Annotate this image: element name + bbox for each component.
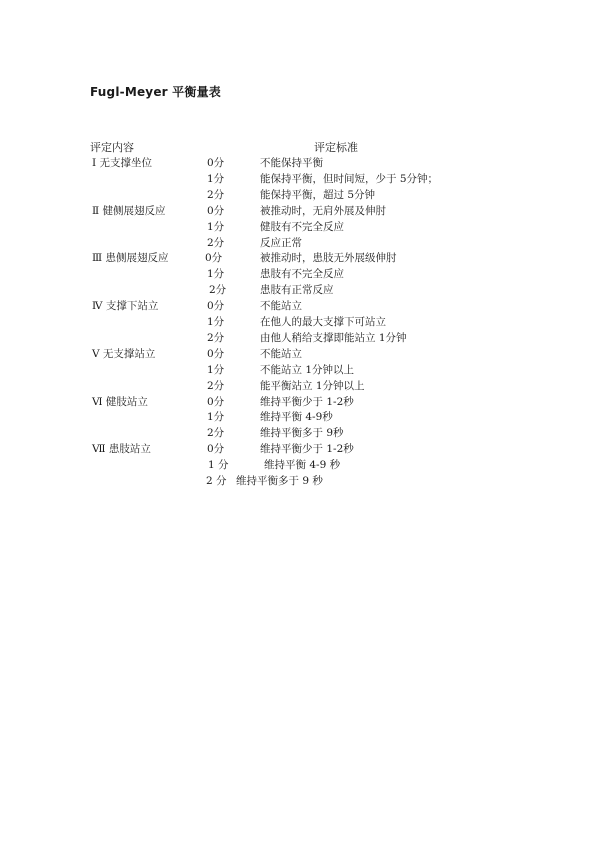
score-value: 1 分 (208, 459, 229, 472)
criteria-description: 维持平衡少于 1-2秒 (260, 395, 354, 408)
column-header-item: 评定内容 (90, 141, 134, 154)
score-value: 0分 (207, 443, 225, 456)
criteria-description: 反应正常 (260, 236, 302, 249)
score-value: 1分 (207, 316, 225, 328)
criteria-description: 不能站立 (260, 300, 302, 313)
score-value: 1分 (207, 220, 225, 233)
criteria-description: 不能保持平衡 (260, 157, 323, 169)
assessment-item: Ⅶ 患肢站立 (92, 443, 151, 456)
assessment-item: Ⅳ 支撑下站立 (92, 300, 159, 313)
criteria-description: 患肢有不完全反应 (260, 268, 344, 281)
criteria-description: 健肢有不完全反应 (260, 220, 344, 233)
criteria-description: 患肢有正常反应 (260, 284, 334, 297)
score-value: 2分 (207, 236, 225, 249)
score-value: 2分 (207, 188, 225, 201)
criteria-description: 不能站立 (260, 347, 302, 360)
criteria-description: 维持平衡 4-9 秒 (264, 459, 341, 472)
document-title: Fugl-Meyer 平衡量表 (90, 85, 221, 99)
score-value: 1分 (207, 411, 225, 424)
criteria-description: 由他人稍给支撑即能站立 1分钟 (260, 331, 407, 344)
score-value: 2分 (207, 331, 225, 344)
score-value: 0分 (207, 395, 225, 408)
criteria-description: 被推动时，无肩外展及伸肘 (260, 204, 386, 217)
column-header-criteria: 评定标准 (314, 141, 358, 154)
score-value: 2分 (209, 284, 227, 297)
assessment-item: Ⅲ 患侧展翅反应 (92, 252, 169, 265)
score-value: 1分 (207, 363, 225, 376)
criteria-description: 维持平衡少于 1-2秒 (260, 443, 354, 456)
assessment-item: Ⅰ 无支撑坐位 (92, 157, 152, 169)
assessment-item: Ⅱ 健侧展翅反应 (92, 204, 166, 217)
criteria-description: 在他人的最大支撑下可站立 (260, 316, 386, 328)
assessment-item: Ⅵ 健肢站立 (92, 395, 148, 408)
score-value: 0分 (207, 300, 225, 313)
criteria-description: 维持平衡 4-9秒 (260, 411, 333, 424)
score-value: 1分 (207, 268, 225, 281)
score-value: 2分 (207, 379, 225, 392)
criteria-description: 能平衡站立 1分钟以上 (260, 379, 365, 392)
score-value: 0分 (207, 204, 225, 217)
criteria-description: 能保持平衡，但时间短，少于 5分钟； (260, 172, 439, 185)
score-value: 2 分 (206, 475, 227, 487)
criteria-description: 维持平衡多于 9 秒 (236, 475, 323, 487)
score-value: 0分 (207, 347, 225, 360)
score-value: 2分 (207, 427, 225, 440)
criteria-description: 能保持平衡，超过 5分钟 (260, 188, 376, 201)
criteria-description: 维持平衡多于 9秒 (260, 427, 344, 440)
score-value: 1分 (207, 172, 225, 185)
criteria-description: 不能站立 1分钟以上 (260, 363, 355, 376)
assessment-item: Ⅴ 无支撑站立 (92, 347, 156, 360)
score-value: 0分 (207, 157, 225, 169)
criteria-description: 被推动时，患肢无外展级伸肘 (260, 252, 397, 265)
score-value: 0分 (205, 252, 223, 265)
